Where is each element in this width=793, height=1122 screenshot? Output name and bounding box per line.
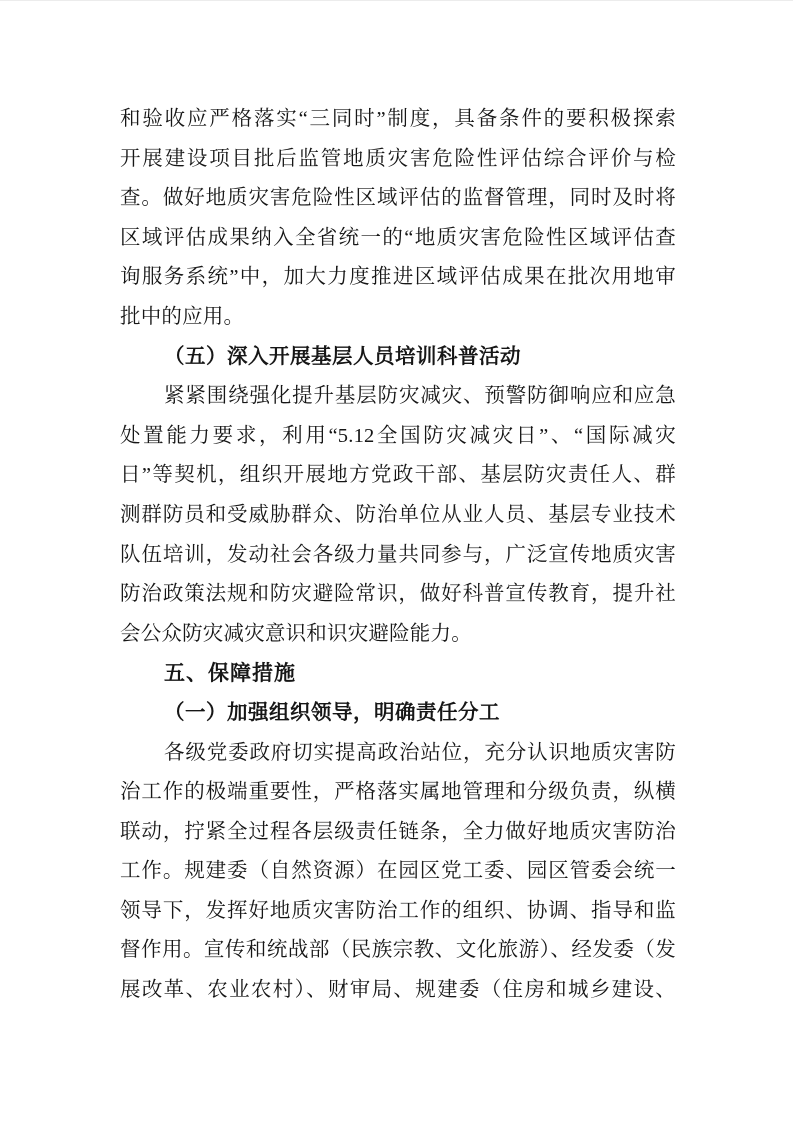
body-text-line: 治工作的极端重要性，严格落实属地管理和分级负责，纵横 — [120, 781, 676, 804]
page-text — [120, 100, 676, 1011]
section-heading: 五、保障措施 — [164, 662, 296, 686]
body-text-line: 联动，拧紧全过程各层级责任链条，全力做好地质灾害防治 — [120, 820, 676, 843]
body-text-line: 和验收应严格落实“三同时”制度，具备条件的要积极探索 — [120, 108, 676, 130]
body-text-line: 各级党委政府切实提高政治站位，充分认识地质灾害防 — [164, 741, 676, 764]
body-text-line: 查。做好地质灾害危险性区域评估的监督管理，同时及时将 — [120, 187, 676, 210]
body-text-line: 询服务系统”中，加大力度推进区域评估成果在批次用地审 — [120, 266, 676, 289]
subsection-heading: （五）深入开展基层人员培训科普活动 — [164, 345, 521, 368]
body-text-line: 防治政策法规和防灾避险常识，做好科普宣传教育，提升社 — [120, 583, 676, 606]
body-text-line: 处置能力要求，利用“5.12全国防灾减灾日”、“国际减灾 — [120, 424, 676, 447]
body-text-line: 区域评估成果纳入全省统一的“地质灾害危险性区域评估查 — [120, 226, 676, 249]
body-text-line: 测群防员和受威胁群众、防治单位从业人员、基层专业技术 — [120, 503, 676, 526]
body-text-line: 开展建设项目批后监管地质灾害危险性评估综合评价与检 — [120, 147, 676, 170]
body-text-line: 领导下，发挥好地质灾害防治工作的组织、协调、指导和监 — [120, 899, 676, 922]
body-text-line: 督作用。宣传和统战部（民族宗教、文化旅游）、经发委（发 — [120, 939, 676, 962]
body-text-line: 展改革、农业农村）、财审局、规建委（住房和城乡建设、 — [120, 979, 676, 1002]
body-text-line: 日”等契机，组织开展地方党政干部、基层防灾责任人、群 — [120, 464, 676, 487]
body-text-line: 批中的应用。 — [120, 305, 245, 328]
body-text-line: 会公众防灾减灾意识和识灾避险能力。 — [120, 622, 472, 645]
body-text-line: 紧紧围绕强化提升基层防灾减灾、预警防御响应和应急 — [164, 385, 676, 408]
subsection-heading: （一）加强组织领导，明确责任分工 — [164, 701, 500, 724]
body-text-line: 工作。规建委（自然资源）在园区党工委、园区管委会统一 — [120, 860, 676, 883]
body-text-line: 队伍培训，发动社会各级力量共同参与，广泛宣传地质灾害 — [120, 543, 676, 566]
